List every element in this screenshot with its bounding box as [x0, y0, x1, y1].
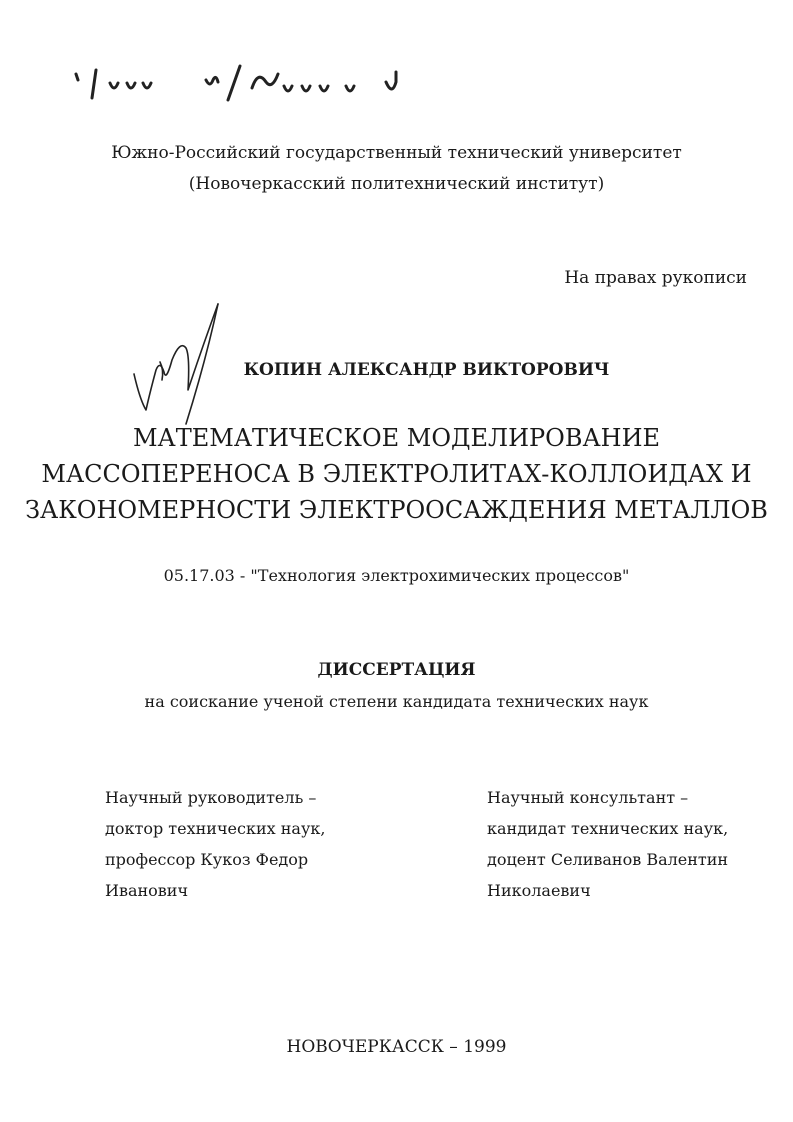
city-year: НОВОЧЕРКАССК – 1999 — [286, 1037, 507, 1057]
thesis-title-line: МАССОПЕРЕНОСА В ЭЛЕКТРОЛИТАХ-КОЛЛОИДАХ И — [41, 460, 752, 488]
institution-subtitle: (Новочеркасский политехнический институт) — [188, 174, 605, 194]
supervisor-name-cont: Иванович — [105, 881, 189, 900]
supervisor-name: профессор Кукоз Федор — [105, 850, 309, 869]
consultant-degree: кандидат технических наук, — [487, 819, 729, 838]
consultant-block — [487, 782, 728, 906]
thesis-title-line: МАТЕМАТИЧЕСКОЕ МОДЕЛИРОВАНИЕ — [132, 424, 661, 452]
supervisor-role: Научный руководитель – — [105, 788, 317, 807]
consultant-name-cont: Николаевич — [487, 881, 591, 900]
institution-name: Южно-Российский государственный технический университет — [111, 143, 682, 163]
handwritten-stamp-scribble — [0, 0, 793, 110]
thesis-title — [0, 420, 793, 528]
consultant-name: доцент Селиванов Валентин — [487, 850, 729, 869]
manuscript-rights-note: На правах рукописи — [564, 268, 747, 288]
supervisor-block — [105, 782, 325, 906]
specialty-code: 05.17.03 - "Технология электрохимических процессов" — [163, 566, 630, 585]
supervisor-degree: доктор технических наук, — [105, 819, 326, 838]
degree-description: на соискание ученой степени кандидата технических наук — [144, 692, 649, 711]
author-name: КОПИН АЛЕКСАНДР ВИКТОРОВИЧ — [243, 360, 610, 380]
consultant-role: Научный консультант – — [487, 788, 689, 807]
thesis-title-line: ЗАКОНОМЕРНОСТИ ЭЛЕКТРООСАЖДЕНИЯ МЕТАЛЛОВ — [25, 496, 768, 524]
document-type-heading: ДИССЕРТАЦИЯ — [317, 660, 476, 680]
